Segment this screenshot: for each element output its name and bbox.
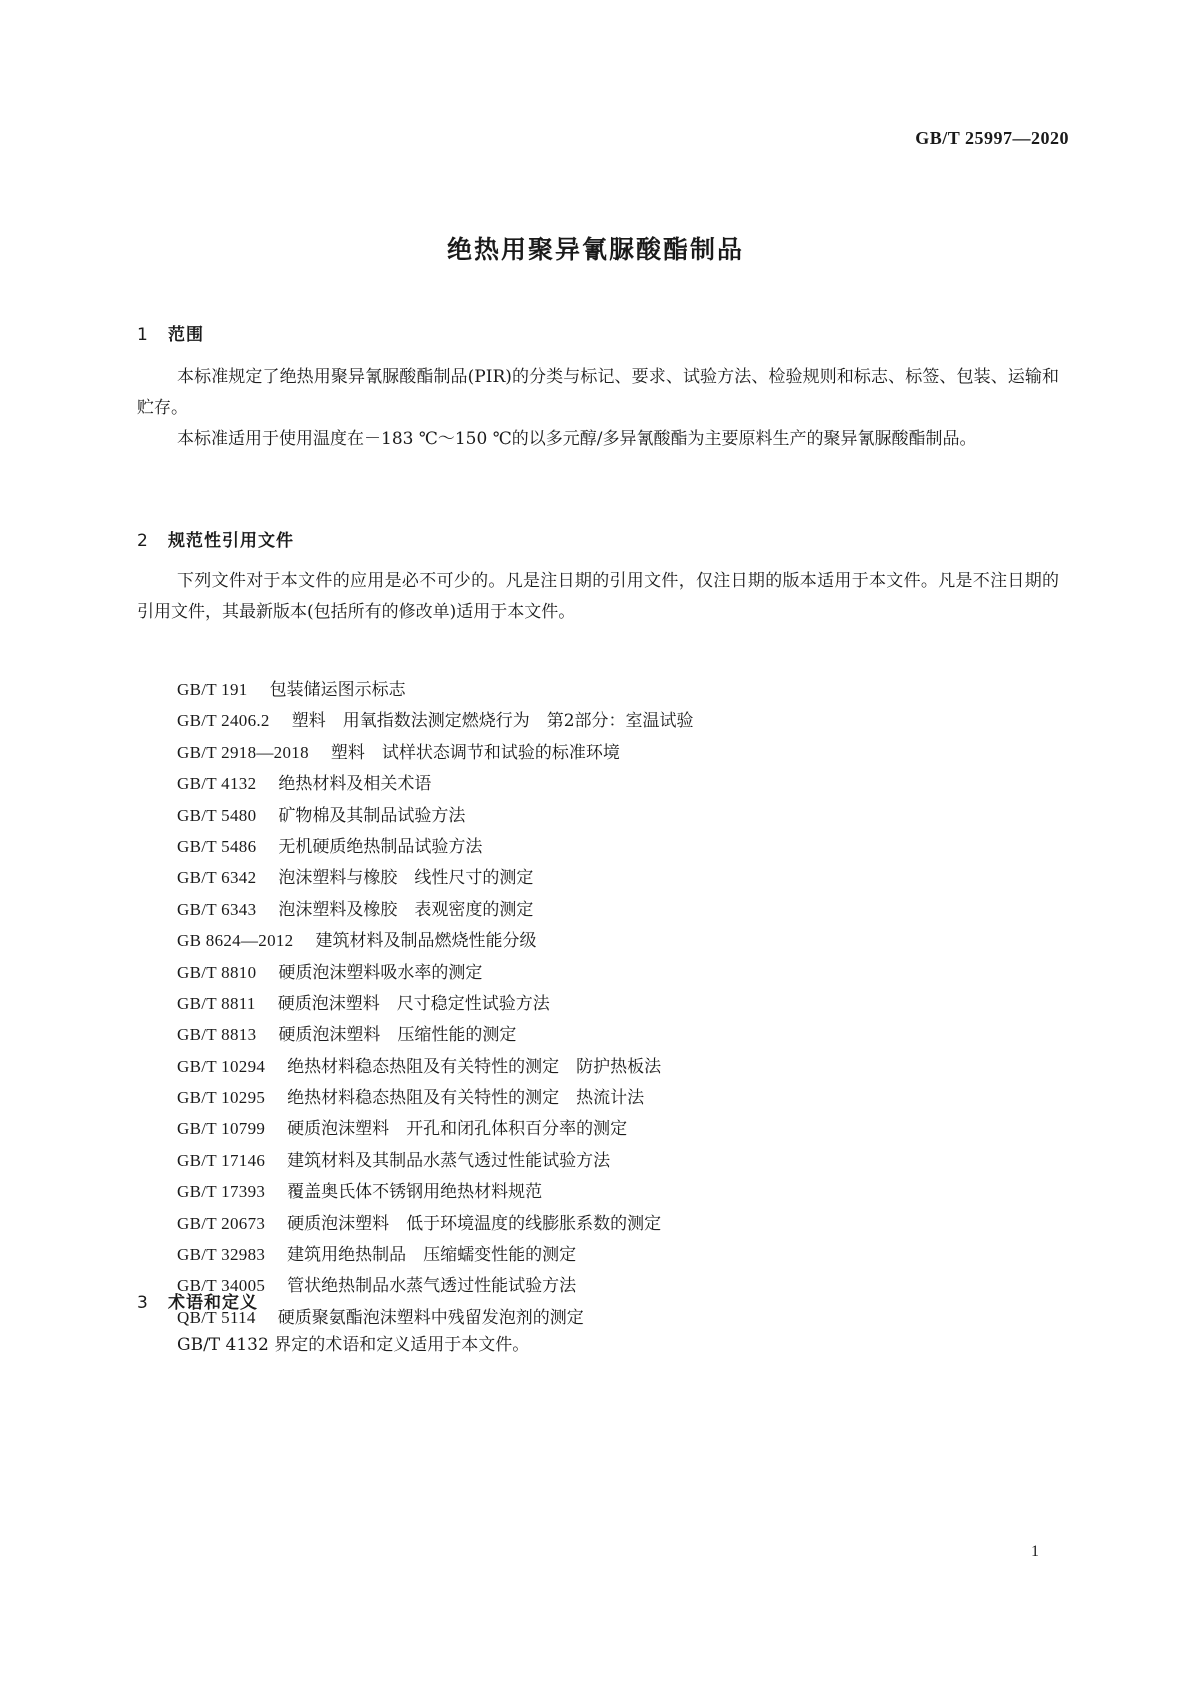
reference-item: [177, 1145, 694, 1176]
reference-item: [177, 1113, 694, 1144]
reference-title: 塑料 试样状态调节和试验的标准环境: [330, 742, 620, 763]
reference-title: 建筑材料及其制品水蒸气透过性能试验方法: [287, 1150, 611, 1171]
reference-item: [177, 674, 694, 705]
reference-code: GB/T 10294: [177, 1056, 266, 1076]
standard-code: GB/T 25997—2020: [915, 128, 1069, 148]
reference-code: GB/T 191: [177, 680, 248, 699]
section-number: 3: [137, 1293, 149, 1313]
reference-item: [177, 862, 694, 893]
reference-item: [177, 1019, 694, 1050]
section-heading-terms: [137, 1288, 258, 1313]
reference-code: GB/T 17146: [177, 1150, 266, 1170]
reference-item: [177, 1051, 694, 1082]
section-title: 规范性引用文件: [168, 531, 294, 551]
reference-list: [177, 674, 694, 1333]
reference-code: GB/T 20673: [177, 1213, 266, 1233]
reference-code: GB 8624—2012: [177, 931, 294, 951]
section-number: 1: [137, 325, 149, 345]
reference-code: QB/T 5114: [177, 1307, 256, 1327]
reference-item: [177, 737, 694, 768]
reference-code: GB/T 5486: [177, 836, 257, 856]
reference-item: [177, 831, 694, 862]
reference-item: [177, 988, 694, 1019]
reference-title: 硬质泡沫塑料吸水率的测定: [278, 962, 483, 983]
reference-title: 包装储运图示标志: [269, 680, 406, 700]
terms-paragraph: GB/T 4132 界定的术语和定义适用于本文件。: [177, 1335, 530, 1355]
reference-code: GB/T 17393: [177, 1182, 266, 1202]
reference-code: GB/T 10295: [177, 1088, 266, 1108]
reference-title: 绝热材料稳态热阻及有关特性的测定 防护热板法: [287, 1056, 662, 1077]
reference-code: GB/T 5480: [177, 805, 257, 825]
reference-title: 泡沫塑料与橡胶 线性尺寸的测定: [278, 868, 534, 889]
reference-title: 硬质泡沫塑料 压缩性能的测定: [278, 1025, 517, 1046]
reference-title: 硬质聚氨酯泡沫塑料中残留发泡剂的测定: [277, 1307, 584, 1328]
reference-code: GB/T 2918—2018: [177, 742, 309, 762]
reference-title: 硬质泡沫塑料 尺寸稳定性试验方法: [277, 993, 550, 1014]
reference-title: 硬质泡沫塑料 低于环境温度的线膨胀系数的测定: [287, 1213, 662, 1234]
reference-item: [177, 1176, 694, 1207]
reference-item: [177, 800, 694, 831]
reference-code: GB/T 8810: [177, 962, 257, 982]
section-heading-scope: [137, 320, 204, 345]
reference-code: GB/T 8811: [177, 993, 256, 1013]
reference-title: 覆盖奥氏体不锈钢用绝热材料规范: [287, 1182, 543, 1203]
reference-title: 绝热材料稳态热阻及有关特性的测定 热流计法: [287, 1088, 645, 1109]
reference-title: 管状绝热制品水蒸气透过性能试验方法: [287, 1276, 577, 1297]
section-heading-normative: [137, 526, 294, 551]
reference-item: [177, 1208, 694, 1239]
scope-paragraph-2: 本标准适用于使用温度在－183 ℃～150 ℃的以多元醇/多异氰酸酯为主要原料生产的聚异氰脲酸酯制品。: [177, 429, 977, 449]
section-title: 范围: [168, 325, 204, 345]
scope-paragraph-1: 本标准规定了绝热用聚异氰脲酸酯制品(PIR)的分类与标记、要求、试验方法、检验规则和标志、标签、包装、运输和贮存。: [137, 367, 1059, 418]
reference-code: GB/T 8813: [177, 1025, 257, 1045]
reference-item: [177, 768, 694, 799]
reference-title: 硬质泡沫塑料 开孔和闭孔体积百分率的测定: [287, 1119, 628, 1140]
reference-code: GB/T 6343: [177, 899, 257, 919]
reference-code: GB/T 32983: [177, 1245, 266, 1265]
reference-code: GB/T 4132: [177, 774, 257, 794]
reference-item: [177, 925, 694, 956]
section-number: 2: [137, 531, 149, 551]
reference-title: 泡沫塑料及橡胶 表观密度的测定: [278, 899, 534, 920]
reference-item: [177, 1239, 694, 1270]
reference-title: 矿物棉及其制品试验方法: [278, 805, 466, 826]
page-number: 1: [1031, 1543, 1039, 1560]
document-title: 绝热用聚异氰脲酸酯制品: [446, 235, 744, 264]
normative-intro: 下列文件对于本文件的应用是必不可少的。凡是注日期的引用文件，仅注日期的版本适用于本文件。凡是不注日期的引用文件，其最新版本(包括所有的修改单)适用于本文件。: [137, 571, 1059, 622]
reference-title: 建筑材料及制品燃烧性能分级: [315, 931, 537, 952]
reference-item: [177, 894, 694, 925]
reference-item: [177, 1082, 694, 1113]
reference-item: [177, 957, 694, 988]
reference-title: 建筑用绝热制品 压缩蠕变性能的测定: [287, 1245, 577, 1266]
reference-code: GB/T 34005: [177, 1276, 266, 1296]
reference-code: GB/T 10799: [177, 1119, 266, 1139]
section-title: 术语和定义: [168, 1293, 258, 1313]
reference-item: [177, 705, 694, 736]
reference-title: 绝热材料及相关术语: [278, 774, 432, 795]
reference-title: 塑料 用氧指数法测定燃烧行为 第2部分：室温试验: [291, 711, 694, 732]
reference-code: GB/T 2406.2: [177, 711, 270, 731]
reference-code: GB/T 6342: [177, 868, 257, 888]
reference-title: 无机硬质绝热制品试验方法: [278, 836, 483, 857]
